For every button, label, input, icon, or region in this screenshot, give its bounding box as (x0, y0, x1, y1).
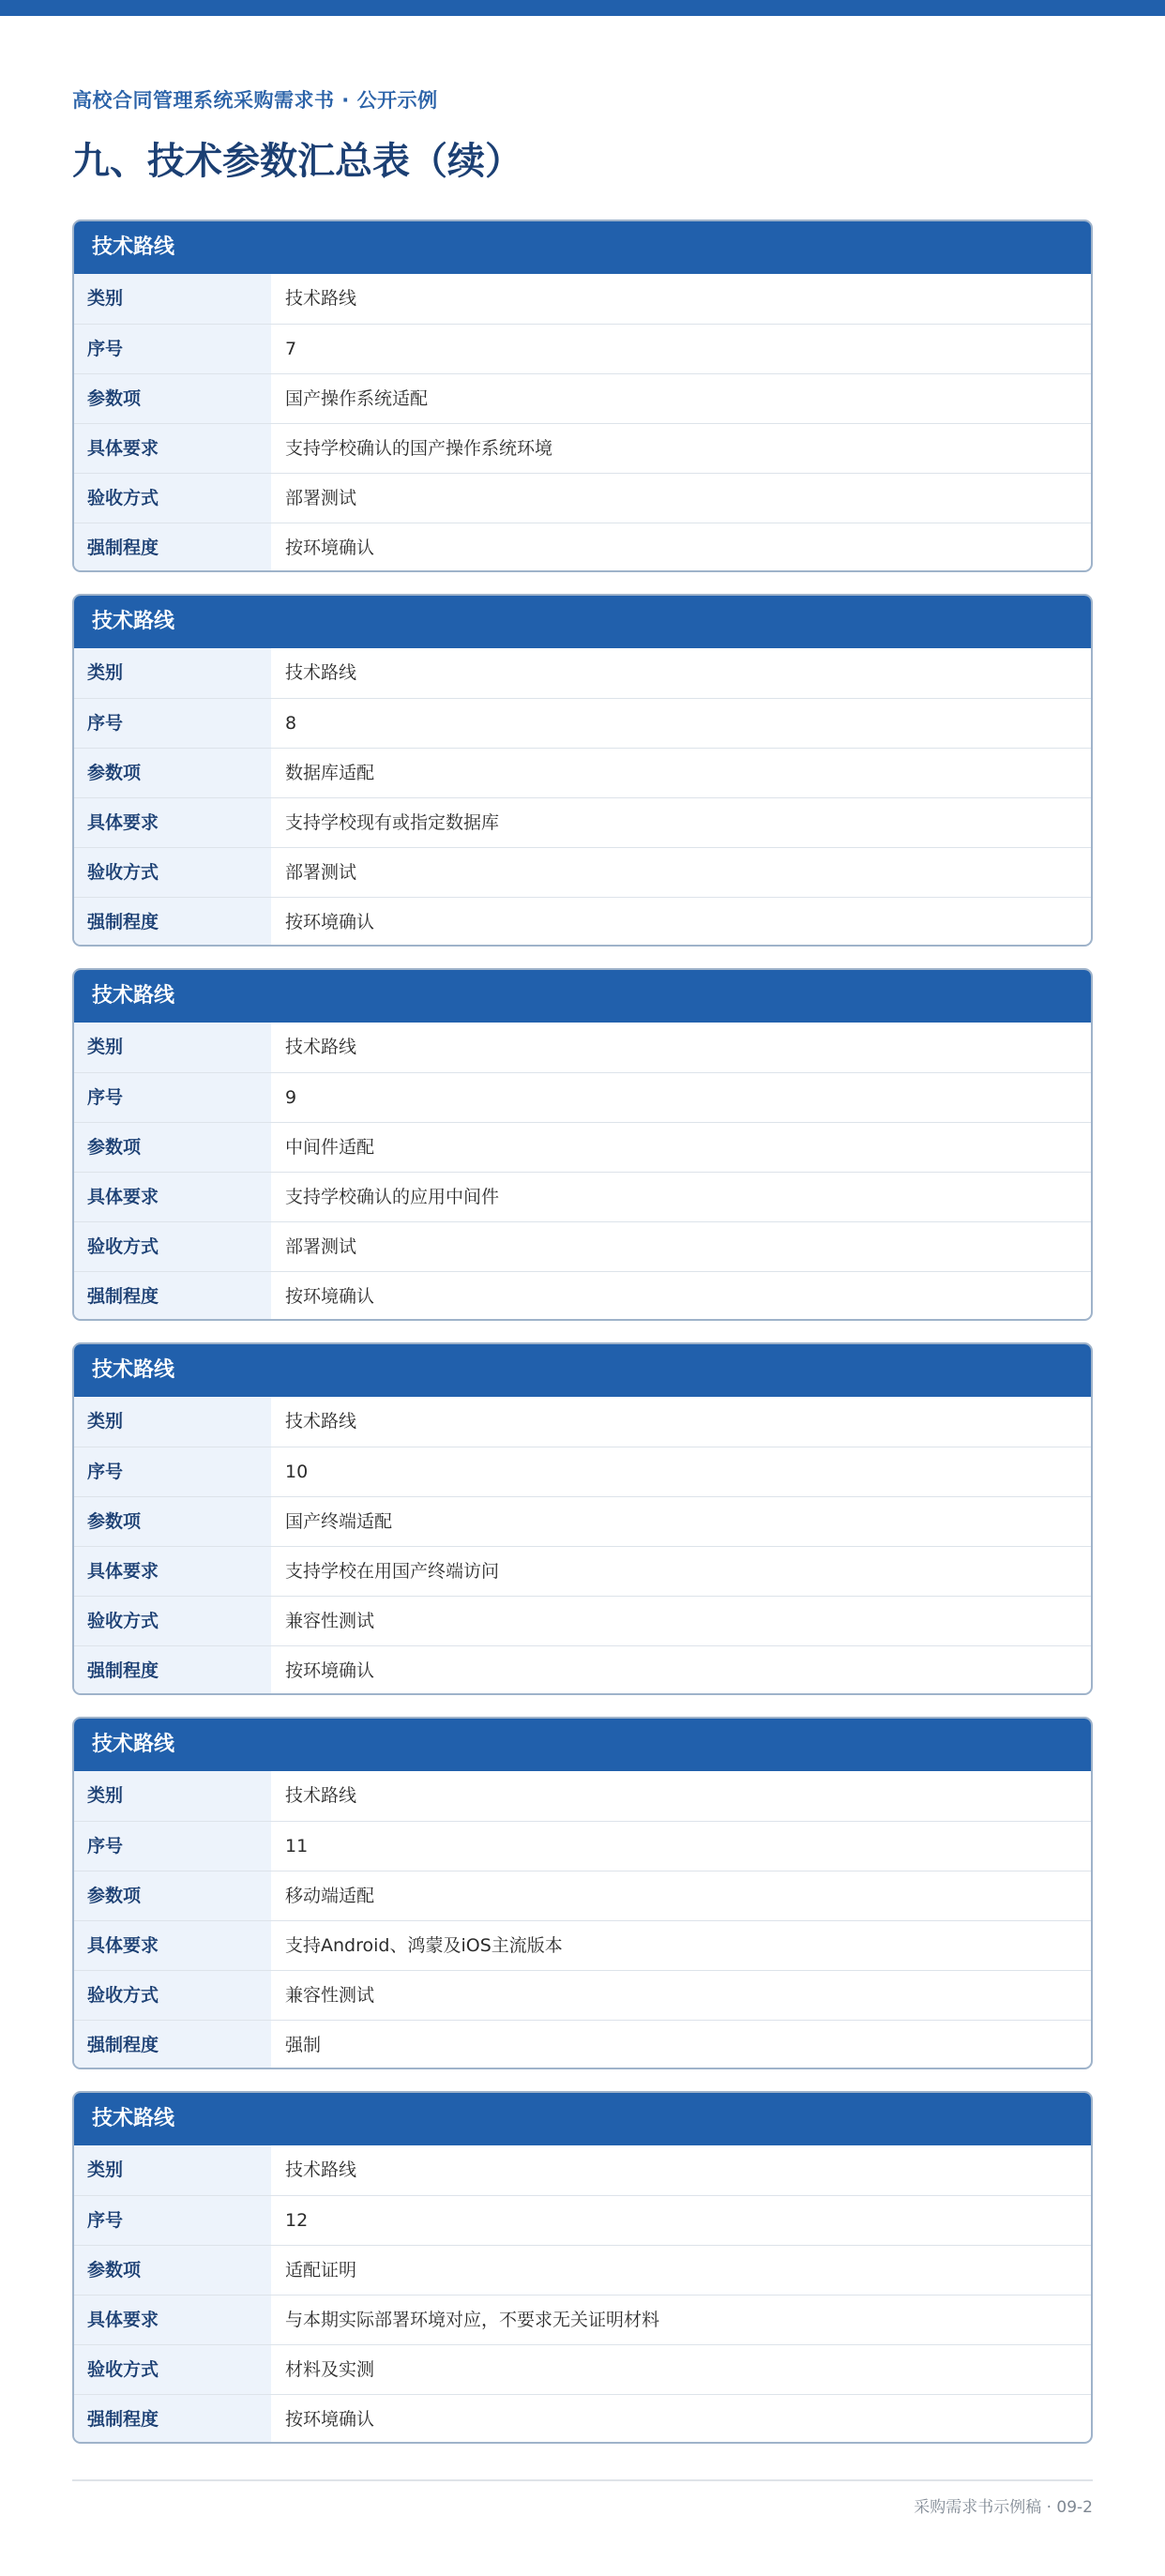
row-value: 技术路线 (285, 288, 357, 309)
row-param (74, 1122, 1091, 1172)
row-value: 按环境确认 (285, 1286, 375, 1307)
row-seq (74, 2195, 1091, 2245)
document-kicker: 高校合同管理系统采购需求书 · 公开示例 (72, 89, 438, 112)
row-requirement (74, 1546, 1091, 1596)
row-label: 序号 (74, 1073, 271, 1122)
row-label: 类别 (74, 1023, 271, 1072)
row-value: 强制 (285, 2035, 322, 2055)
row-label: 序号 (74, 325, 271, 373)
top-accent-bar (0, 0, 1165, 16)
row-value: 移动端适配 (285, 1886, 375, 1906)
row-label: 验收方式 (74, 2345, 271, 2394)
row-value: 技术路线 (285, 1785, 357, 1806)
row-value: 与本期实际部署环境对应，不要求无关证明材料 (285, 2310, 660, 2330)
row-label: 类别 (74, 274, 271, 324)
row-mandatory (74, 1271, 1091, 1321)
row-value: 技术路线 (285, 2159, 357, 2180)
parameter-card (72, 220, 1093, 572)
row-acceptance (74, 473, 1091, 523)
row-category (74, 1397, 1091, 1447)
row-acceptance (74, 847, 1091, 897)
row-mandatory (74, 523, 1091, 572)
parameter-card (72, 594, 1093, 947)
row-label: 具体要求 (74, 1921, 271, 1970)
row-value: 支持学校在用国产终端访问 (285, 1561, 500, 1582)
row-label: 验收方式 (74, 474, 271, 523)
row-category (74, 274, 1091, 324)
row-value: 部署测试 (285, 488, 357, 508)
row-seq (74, 1821, 1091, 1871)
row-label: 具体要求 (74, 2296, 271, 2344)
row-value: 国产终端适配 (285, 1511, 393, 1532)
row-value: 中间件适配 (285, 1137, 375, 1158)
row-value: 按环境确认 (285, 538, 375, 558)
parameter-card-list (72, 220, 1093, 2465)
row-value: 数据库适配 (285, 763, 375, 783)
row-value: 支持学校确认的国产操作系统环境 (285, 438, 553, 459)
row-seq (74, 1072, 1091, 1122)
parameter-card (72, 2091, 1093, 2444)
row-value: 7 (285, 339, 297, 359)
row-label: 类别 (74, 648, 271, 698)
row-value: 支持学校现有或指定数据库 (285, 812, 500, 833)
row-requirement (74, 1172, 1091, 1221)
row-requirement (74, 2295, 1091, 2344)
row-label: 验收方式 (74, 848, 271, 897)
row-value: 技术路线 (285, 662, 357, 683)
row-value: 支持Android、鸿蒙及iOS主流版本 (285, 1935, 563, 1956)
row-label: 强制程度 (74, 1646, 271, 1695)
row-label: 强制程度 (74, 523, 271, 572)
row-label: 参数项 (74, 1123, 271, 1172)
row-acceptance (74, 1221, 1091, 1271)
card-header: 技术路线 (74, 221, 1091, 274)
card-header: 技术路线 (74, 2093, 1091, 2145)
row-value: 国产操作系统适配 (285, 388, 429, 409)
row-label: 参数项 (74, 374, 271, 423)
row-acceptance (74, 2344, 1091, 2394)
row-label: 参数项 (74, 1497, 271, 1546)
row-label: 序号 (74, 1447, 271, 1496)
row-value: 技术路线 (285, 1411, 357, 1432)
footer-divider (72, 2479, 1093, 2481)
row-label: 验收方式 (74, 1222, 271, 1271)
row-label: 类别 (74, 2145, 271, 2195)
row-seq (74, 324, 1091, 373)
row-value: 技术路线 (285, 1037, 357, 1057)
row-label: 类别 (74, 1771, 271, 1821)
page-header (72, 81, 1093, 186)
row-label: 序号 (74, 2196, 271, 2245)
row-label: 序号 (74, 699, 271, 748)
row-value: 部署测试 (285, 862, 357, 883)
parameter-card (72, 968, 1093, 1321)
card-header: 技术路线 (74, 596, 1091, 648)
row-value: 适配证明 (285, 2260, 357, 2281)
row-label: 参数项 (74, 1871, 271, 1920)
row-value: 9 (285, 1087, 297, 1108)
row-value: 11 (285, 1836, 309, 1856)
row-label: 具体要求 (74, 798, 271, 847)
row-seq (74, 698, 1091, 748)
row-value: 按环境确认 (285, 1660, 375, 1681)
row-category (74, 1771, 1091, 1821)
row-param (74, 373, 1091, 423)
row-label: 强制程度 (74, 2395, 271, 2444)
row-value: 按环境确认 (285, 912, 375, 932)
row-category (74, 2145, 1091, 2195)
row-value: 材料及实测 (285, 2359, 375, 2380)
row-label: 具体要求 (74, 424, 271, 473)
row-value: 12 (285, 2210, 309, 2231)
row-value: 兼容性测试 (285, 1985, 375, 2006)
row-value: 8 (285, 713, 297, 734)
row-label: 验收方式 (74, 1971, 271, 2020)
page-footer-note: 采购需求书示例稿 · 09-2 (914, 2498, 1093, 2517)
row-label: 参数项 (74, 2246, 271, 2295)
row-label: 类别 (74, 1397, 271, 1447)
row-param (74, 2245, 1091, 2295)
row-value: 支持学校确认的应用中间件 (285, 1187, 500, 1207)
row-label: 强制程度 (74, 2021, 271, 2069)
row-value: 兼容性测试 (285, 1611, 375, 1631)
card-header: 技术路线 (74, 1344, 1091, 1397)
row-value: 10 (285, 1462, 309, 1482)
row-acceptance (74, 1970, 1091, 2020)
row-requirement (74, 1920, 1091, 1970)
row-value: 部署测试 (285, 1236, 357, 1257)
row-label: 具体要求 (74, 1173, 271, 1221)
row-label: 参数项 (74, 749, 271, 797)
row-param (74, 1496, 1091, 1546)
row-category (74, 1023, 1091, 1072)
row-category (74, 648, 1091, 698)
row-label: 强制程度 (74, 1272, 271, 1321)
row-mandatory (74, 897, 1091, 947)
row-requirement (74, 423, 1091, 473)
row-label: 具体要求 (74, 1547, 271, 1596)
page-title: 九、技术参数汇总表（续） (72, 140, 522, 183)
row-value: 按环境确认 (285, 2409, 375, 2430)
parameter-card (72, 1717, 1093, 2069)
row-label: 强制程度 (74, 898, 271, 947)
row-param (74, 1871, 1091, 1920)
row-mandatory (74, 2394, 1091, 2444)
row-label: 验收方式 (74, 1597, 271, 1645)
row-mandatory (74, 2020, 1091, 2069)
row-mandatory (74, 1645, 1091, 1695)
card-header: 技术路线 (74, 1719, 1091, 1771)
row-seq (74, 1447, 1091, 1496)
card-header: 技术路线 (74, 970, 1091, 1023)
row-label: 序号 (74, 1822, 271, 1871)
row-requirement (74, 797, 1091, 847)
row-param (74, 748, 1091, 797)
row-acceptance (74, 1596, 1091, 1645)
parameter-card (72, 1342, 1093, 1695)
